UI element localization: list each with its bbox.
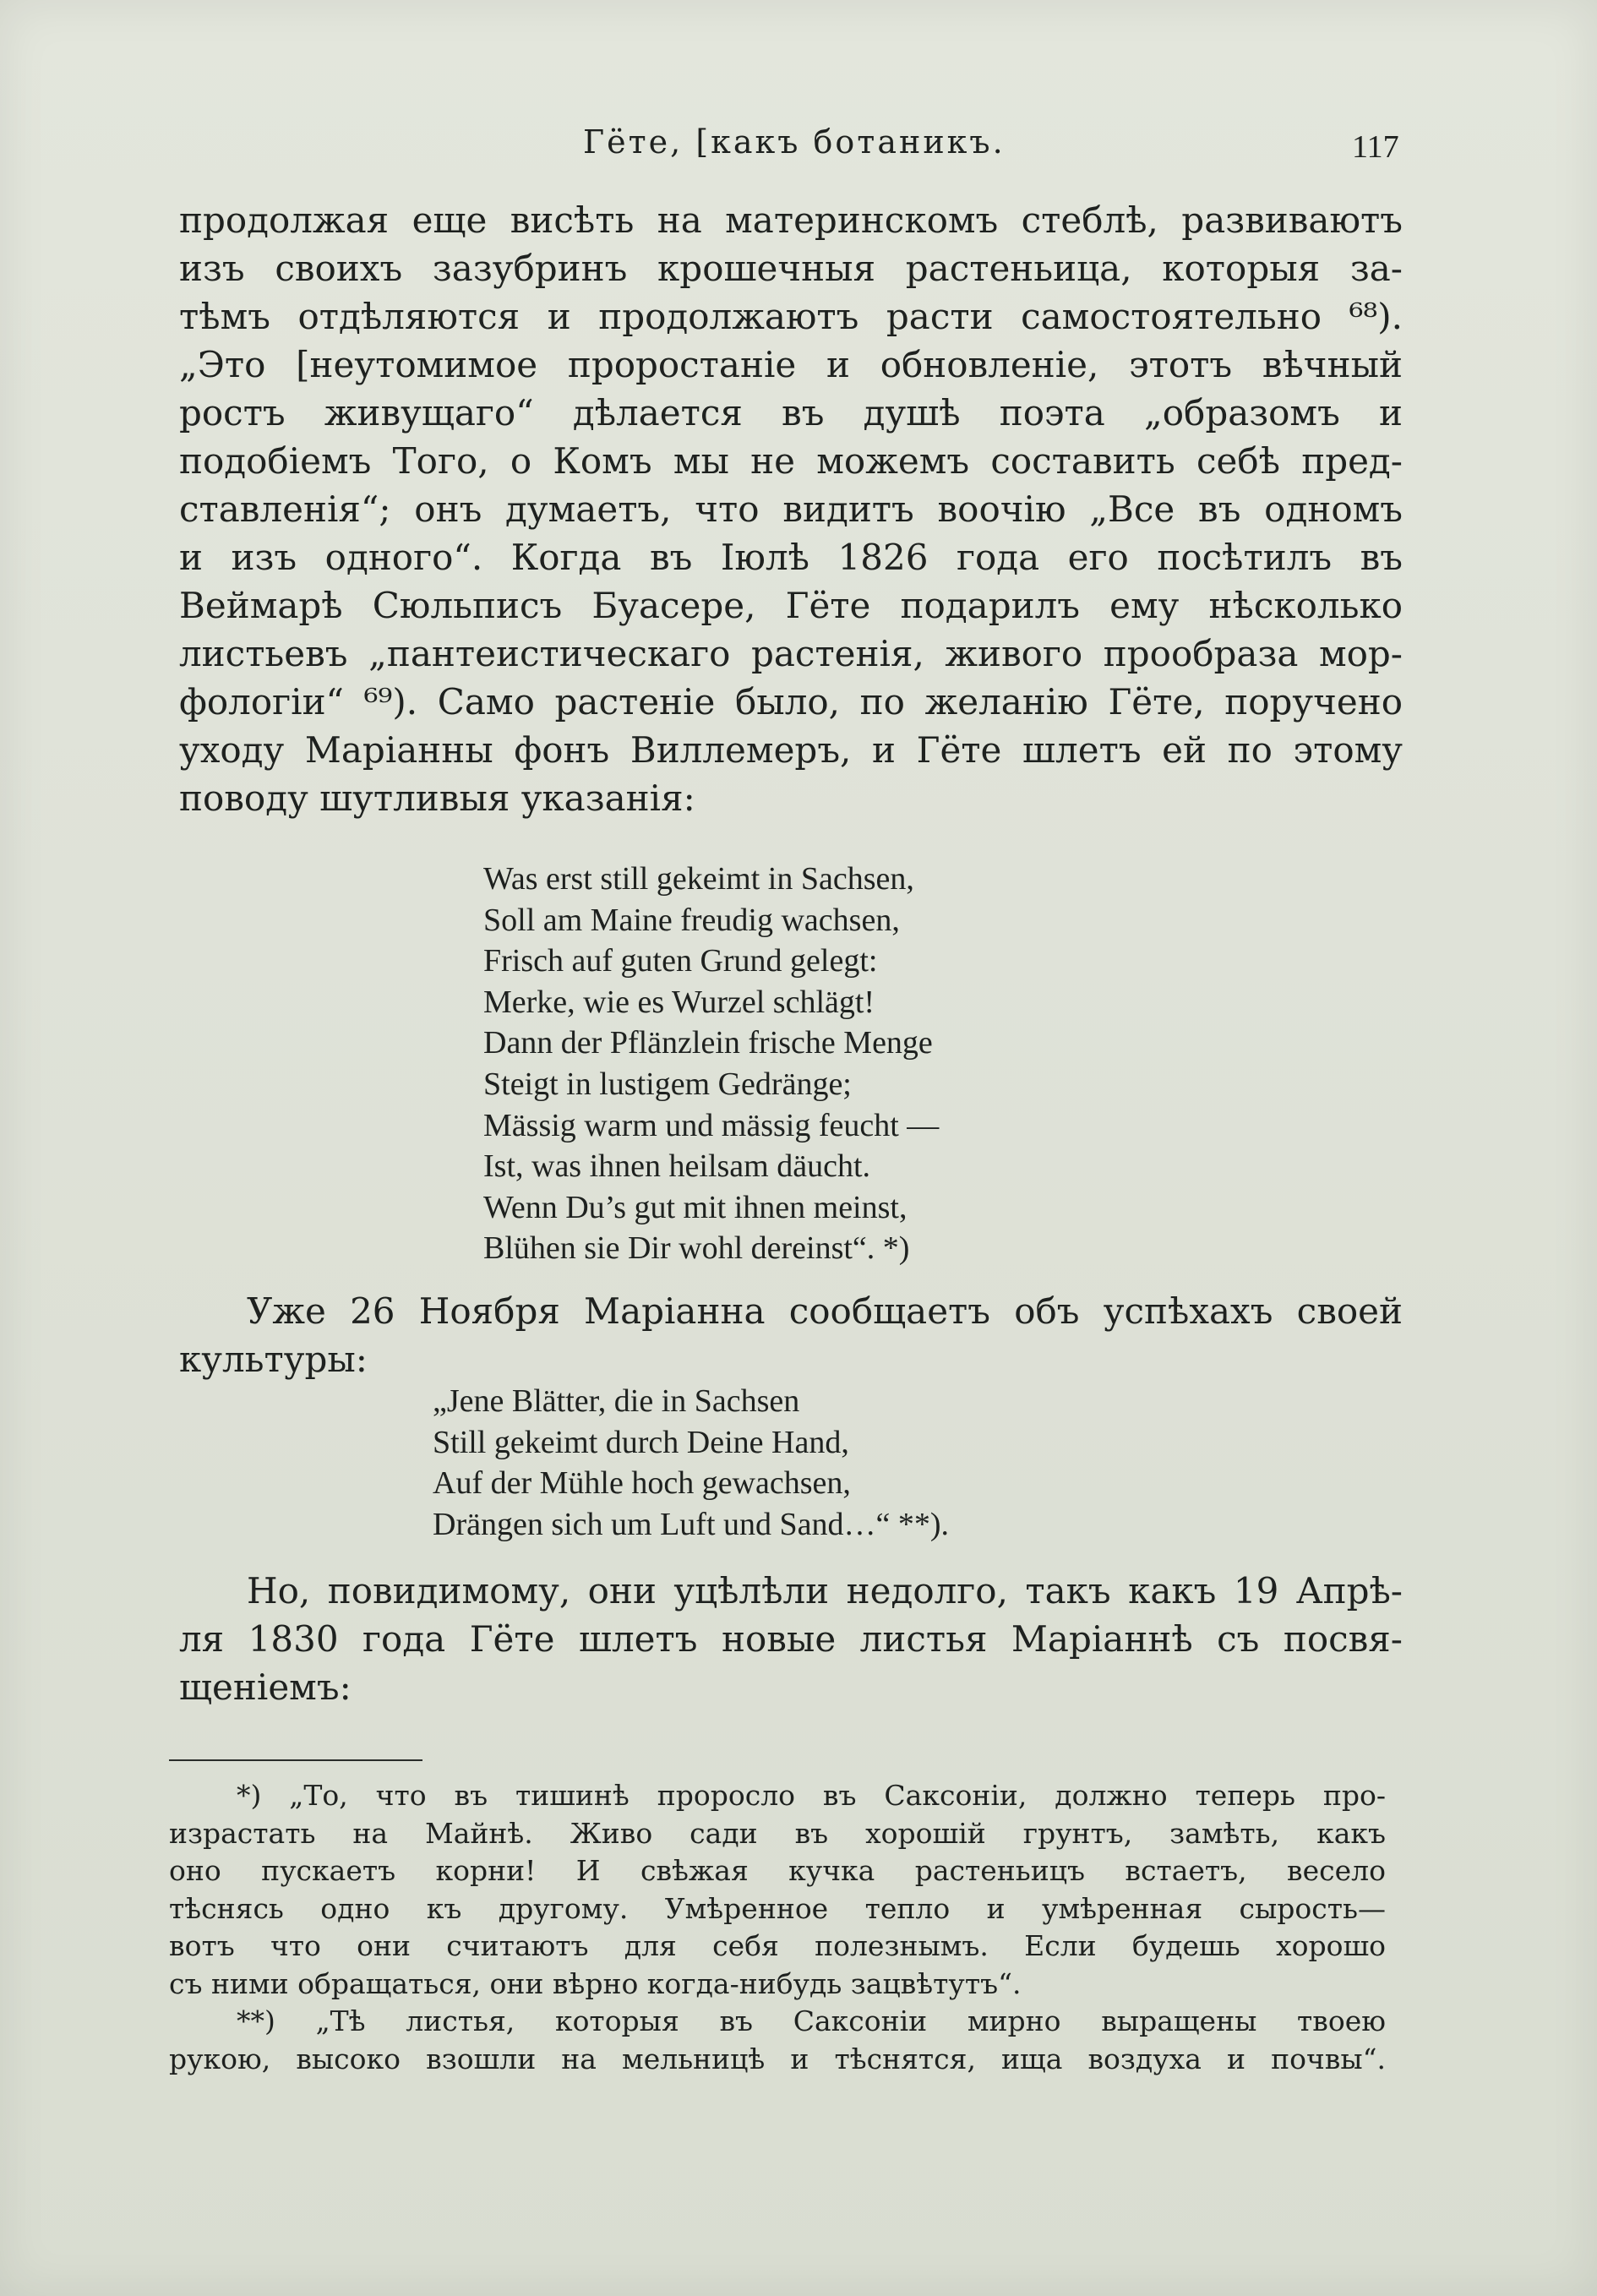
footnote-line: **) „Тѣ листья, которыя въ Саксоніи мирно выращены твоею bbox=[237, 2004, 1386, 2037]
text-line: ставленія“; онъ думаетъ, что видитъ воочію „Все въ одномъ bbox=[179, 488, 1403, 530]
text-line: Но, повидимому, они уцѣлѣли недолго, такъ какъ 19 Апрѣ- bbox=[247, 1570, 1403, 1612]
poem-line: Mässig warm und mässig feucht — bbox=[483, 1107, 940, 1143]
text-line: „Это [неутомимое проростаніе и обновленіе, этотъ вѣчный bbox=[179, 344, 1403, 385]
text-line: тѣмъ отдѣляются и продолжаютъ расти самостоятельно ⁶⁸). bbox=[179, 296, 1403, 337]
paragraph-3 bbox=[179, 1567, 1403, 1711]
poem-line: Auf der Mühle hoch gewachsen, bbox=[433, 1465, 851, 1502]
text-line: фологіи“ ⁶⁹). Само растеніе было, по желанію Гёте, поручено bbox=[179, 681, 1403, 723]
footnote-separator bbox=[169, 1759, 422, 1761]
poem-line: Was erst still gekeimt in Sachsen, bbox=[483, 861, 914, 897]
text-line: подобіемъ Того, о Комъ мы не можемъ составить себѣ пред- bbox=[179, 440, 1403, 482]
poem-1 bbox=[483, 859, 939, 1269]
text-line: и изъ одного“. Когда въ Іюлѣ 1826 года его посѣтилъ въ bbox=[179, 537, 1403, 578]
footnote-line: вотъ что они считаютъ для себя полезнымъ. Если будешь хорошо bbox=[169, 1929, 1386, 1962]
footnote-line: рукою, высоко взошли на мельницѣ и тѣснятся, ища воздуха и почвы“. bbox=[169, 2042, 1386, 2075]
poem-line: Dann der Pflänzlein frische Menge bbox=[483, 1025, 933, 1061]
poem-line: Steigt in lustigem Gedränge; bbox=[483, 1066, 852, 1102]
text-line: ля 1830 года Гёте шлетъ новые листья Маріаннѣ съ посвя- bbox=[179, 1618, 1403, 1660]
footnotes bbox=[169, 1777, 1386, 2078]
page-number: 117 bbox=[1352, 129, 1399, 165]
text-line: культуры: bbox=[179, 1339, 368, 1380]
text-line: уходу Маріанны фонъ Виллемеръ, и Гёте шлетъ ей по этому bbox=[179, 729, 1403, 771]
poem-2 bbox=[433, 1381, 949, 1545]
poem-line: „Jene Blätter, die in Sachsen bbox=[433, 1383, 800, 1419]
paragraph-2 bbox=[179, 1287, 1403, 1383]
poem-line: Merke, wie es Wurzel schlägt! bbox=[483, 984, 875, 1020]
footnote-line: тѣснясь одно къ другому. Умѣренное тепло и умѣренная сырость— bbox=[169, 1891, 1386, 1925]
footnote-line: оно пускаетъ корни! И свѣжая кучка растеньицъ встаетъ, весело bbox=[169, 1854, 1386, 1887]
poem-line: Frisch auf guten Grund gelegt: bbox=[483, 943, 878, 979]
text-line: ростъ живущаго“ дѣлается въ душѣ поэта „образомъ и bbox=[179, 392, 1403, 434]
footnote-line: съ ними обращаться, они вѣрно когда-нибудь зацвѣтутъ“. bbox=[169, 1966, 1022, 2000]
poem-line: Soll am Maine freudig wachsen, bbox=[483, 902, 900, 938]
poem-line: Blühen sie Dir wohl dereinst“. *) bbox=[483, 1230, 910, 1267]
text-line: Уже 26 Ноября Маріанна сообщаетъ объ успѣхахъ своей bbox=[247, 1290, 1403, 1332]
footnote-line: израстать на Майнѣ. Живо сади въ хорошій грунтъ, замѣть, какъ bbox=[169, 1816, 1386, 1850]
poem-line: Drängen sich um Luft und Sand…“ **). bbox=[433, 1506, 950, 1542]
text-line: изъ своихъ зазубринъ крошечныя растеньица, которыя за- bbox=[179, 248, 1403, 289]
running-title: Гёте, [какъ ботаникъ. bbox=[583, 123, 1006, 161]
text-line: щеніемъ: bbox=[179, 1666, 352, 1708]
text-line: листьевъ „пантеистическаго растенія, живого прообраза мор- bbox=[179, 633, 1403, 674]
paragraph-1 bbox=[179, 196, 1403, 822]
poem-line: Still gekeimt durch Deine Hand, bbox=[433, 1424, 849, 1460]
text-line: продолжая еще висѣть на материнскомъ стеблѣ, развиваютъ bbox=[179, 199, 1403, 241]
poem-line: Ist, was ihnen heilsam däucht. bbox=[483, 1148, 871, 1185]
poem-line: Wenn Du’s gut mit ihnen meinst, bbox=[483, 1189, 908, 1225]
text-line: Веймарѣ Сюльписъ Буасере, Гёте подарилъ ему нѣсколько bbox=[179, 585, 1403, 626]
text-line: поводу шутливыя указанія: bbox=[179, 777, 695, 819]
footnote-line: *) „То, что въ тишинѣ проросло въ Саксоніи, должно теперь про- bbox=[237, 1779, 1386, 1812]
